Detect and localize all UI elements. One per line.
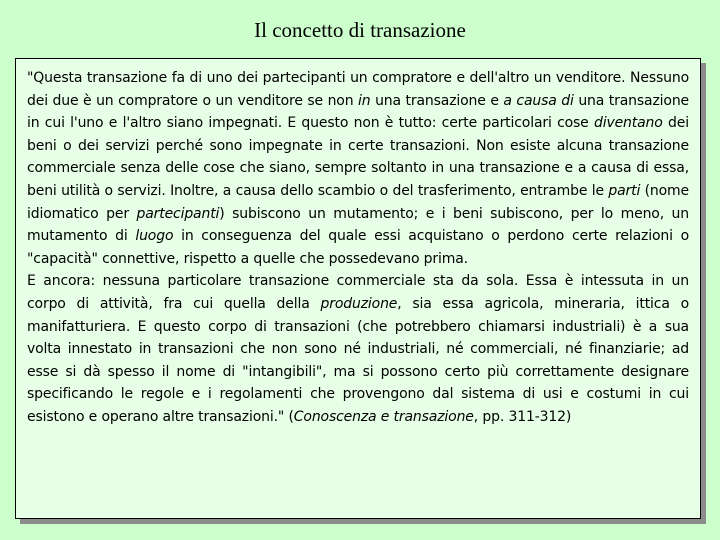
italic-term: luogo (135, 228, 174, 245)
text-run: "Questa transazione fa di uno dei partecipanti un compratore e dell'altro un venditore. Nessuno dei due è un compratore o un venditore se non (27, 70, 689, 109)
quote-paragraph (27, 270, 689, 428)
italic-term: Conoscenza e transazione (293, 408, 474, 425)
text-run: (nome idiomatico per (27, 182, 689, 222)
italic-term: in (358, 92, 371, 109)
italic-term: parti (608, 182, 641, 199)
italic-term: a causa di (503, 92, 574, 109)
text-run: una transazione in cui l'uno e l'altro siano impegnati. E questo non è tutto: certe particolari cose (27, 92, 690, 132)
quote-paragraph (27, 67, 689, 270)
text-run: in conseguenza del quale essi acquistano o perdono certe relazioni o "capacità" connettive, rispetto a quelle che possedevano prima. (27, 228, 689, 267)
text-run: E ancora: nessuna particolare transazione commerciale sta da sola. Essa è intessuta in un corpo di attività, fra cui quella della (27, 273, 689, 312)
italic-term: diventano (593, 115, 663, 132)
text-run: una transazione e (370, 92, 504, 109)
italic-term: produzione (320, 295, 398, 312)
slide-title: Il concetto di transazione (254, 18, 466, 42)
text-run: , pp. 311-312) (473, 408, 572, 425)
quote-text (27, 67, 689, 429)
text-run: dei beni o dei servizi perché sono impegnate in certe transazioni. Non esiste alcuna transazione commerciale senza delle cose che siano, sempre soltanto in una transazione e a causa di essa, beni utilità o servizi. Inoltre, a causa dello scambio o del trasferimento, entrambe le (27, 115, 689, 199)
text-run: ) subiscono un mutamento; e i beni subiscono, per lo meno, un mutamento di (27, 205, 689, 245)
italic-term: partecipanti (136, 205, 220, 222)
text-run: , sia essa agricola, mineraria, ittica o manifatturiera. E questo corpo di transazioni (che potrebbero chiamarsi industriali) è a sua volta innestato in transazioni che non sono né industriali, né commerciali, né finanziarie; ad esse si dà spesso il nome di "intangibili", ma si possono certo più correttamente designare specificando le regole e i regolamenti che provengono dal sistema di usi e costumi in cui esistono e operano altre transazioni." ( (27, 295, 689, 425)
